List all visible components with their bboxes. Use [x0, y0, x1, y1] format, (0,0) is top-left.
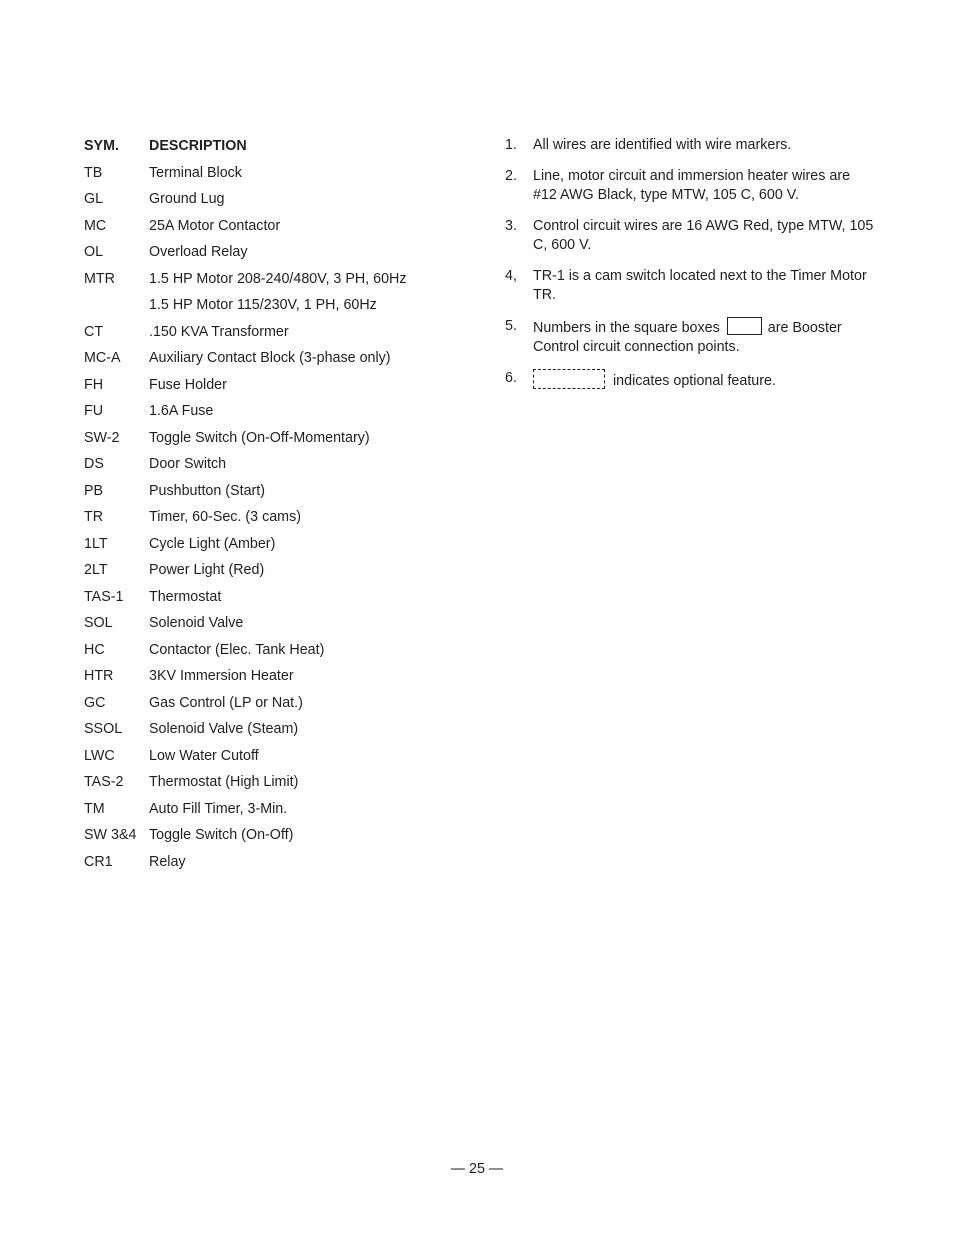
legend-sym: FU	[84, 403, 104, 419]
legend-sym: TM	[84, 800, 105, 817]
legend-row	[84, 772, 464, 799]
legend-row	[84, 481, 464, 508]
square-box-symbol	[727, 317, 762, 335]
note-number: 1.	[505, 137, 517, 153]
legend-desc: .150 KVA Transformer	[149, 323, 289, 340]
legend-row	[84, 560, 464, 587]
note-2	[505, 167, 875, 205]
legend-desc: 1.5 HP Motor 208-240/480V, 3 PH, 60Hz	[149, 270, 407, 287]
legend-sym: CR1	[84, 853, 113, 870]
legend-row	[84, 242, 464, 269]
page-number: — 25 —	[450, 1161, 504, 1177]
note-1	[505, 136, 875, 155]
legend-desc: Overload Relay	[149, 244, 248, 260]
legend-desc: Ground Lug	[149, 191, 225, 207]
legend-sym: TB	[84, 164, 103, 181]
legend-row	[84, 587, 464, 614]
legend-sym: LWC	[84, 747, 115, 764]
legend-row	[84, 348, 464, 375]
legend-sym: SSOL	[84, 721, 123, 737]
note-text: All wires are identified with wire markers.	[533, 137, 792, 153]
legend-desc: 3KV Immersion Heater	[149, 668, 294, 684]
legend-sym: OL	[84, 244, 104, 260]
notes-list	[505, 136, 875, 403]
legend-row	[84, 428, 464, 455]
legend-sym: GC	[84, 694, 106, 711]
legend-desc: Toggle Switch (On-Off)	[149, 827, 294, 843]
note-text	[533, 317, 875, 357]
legend-sym: SOL	[84, 615, 113, 631]
note-text: Line, motor circuit and immersion heater wires are #12 AWG Black, type MTW, 105 C, 600 V.	[533, 168, 851, 203]
legend-sym: MC	[84, 217, 107, 234]
legend-sym: GL	[84, 191, 104, 207]
legend-desc: Fuse Holder	[149, 376, 227, 393]
legend-desc: Terminal Block	[149, 164, 242, 181]
note-text-before: Numbers in the square boxes	[533, 320, 720, 336]
note-text: Control circuit wires are 16 AWG Red, type MTW, 105 C, 600 V.	[533, 218, 874, 253]
legend-desc: Contactor (Elec. Tank Heat)	[149, 641, 325, 658]
legend-sym: MC-A	[84, 350, 121, 366]
legend-desc: Pushbutton (Start)	[149, 482, 266, 499]
legend-desc: Door Switch	[149, 456, 227, 472]
legend-desc: Power Light (Red)	[149, 562, 265, 578]
dashed-box-symbol	[533, 369, 605, 389]
legend-header-desc: DESCRIPTION	[149, 138, 247, 154]
note-number: 6.	[505, 370, 517, 386]
note-5	[505, 317, 875, 357]
legend-desc: 1.6A Fuse	[149, 403, 214, 419]
legend-desc: Toggle Switch (On-Off-Momentary)	[149, 429, 370, 446]
legend-sym: PB	[84, 482, 104, 499]
legend-sym: SW 3&4	[84, 827, 137, 843]
legend-row	[84, 746, 464, 773]
note-number: 5.	[505, 318, 517, 334]
legend-sym: CT	[84, 323, 104, 340]
legend-row	[84, 269, 464, 296]
legend-sym: TAS-1	[84, 588, 124, 605]
note-number: 3.	[505, 218, 517, 234]
legend-desc: Thermostat (High Limit)	[149, 774, 299, 790]
legend-row	[84, 189, 464, 216]
legend-desc: Auxiliary Contact Block (3-phase only)	[149, 350, 391, 366]
note-number: 4,	[505, 268, 517, 284]
legend-sym: DS	[84, 456, 104, 472]
legend-sym: HTR	[84, 668, 114, 684]
legend-row	[84, 322, 464, 349]
legend-row	[84, 666, 464, 693]
legend-row	[84, 825, 464, 852]
note-6	[505, 369, 875, 391]
note-4	[505, 267, 875, 305]
legend-desc: Thermostat	[149, 588, 222, 605]
legend-desc: Solenoid Valve	[149, 615, 244, 631]
note-text	[533, 369, 875, 391]
legend-desc: Low Water Cutoff	[149, 747, 259, 764]
legend-desc: Gas Control (LP or Nat.)	[149, 694, 303, 711]
note-3	[505, 217, 875, 255]
legend-sym: 1LT	[84, 535, 108, 552]
legend-desc: Timer, 60-Sec. (3 cams)	[149, 509, 302, 525]
legend-header	[84, 136, 464, 163]
legend-row	[84, 799, 464, 826]
legend-desc: Auto Fill Timer, 3-Min.	[149, 800, 288, 817]
legend-row	[84, 507, 464, 534]
legend-desc: Relay	[149, 853, 186, 870]
symbol-legend	[84, 136, 464, 878]
legend-sym	[84, 295, 149, 322]
legend-row	[84, 852, 464, 879]
legend-sym: FH	[84, 376, 104, 393]
legend-row	[84, 163, 464, 190]
legend-desc: Solenoid Valve (Steam)	[149, 721, 299, 737]
legend-row	[84, 401, 464, 428]
legend-row	[84, 375, 464, 402]
legend-rows	[84, 163, 464, 879]
legend-header-sym: SYM.	[84, 138, 119, 154]
legend-desc: Cycle Light (Amber)	[149, 535, 276, 552]
legend-row	[84, 454, 464, 481]
legend-row	[84, 693, 464, 720]
legend-row	[84, 534, 464, 561]
legend-sym: TR	[84, 509, 104, 525]
legend-sym: SW-2	[84, 429, 120, 446]
note-text-after: are Booster Control circuit connection points.	[533, 320, 842, 355]
legend-sym: 2LT	[84, 562, 108, 578]
legend-desc: 1.5 HP Motor 115/230V, 1 PH, 60Hz	[149, 297, 377, 313]
legend-row	[84, 216, 464, 243]
note-text: TR-1 is a cam switch located next to the Timer Motor TR.	[533, 268, 867, 303]
legend-row	[84, 295, 464, 322]
legend-desc: 25A Motor Contactor	[149, 217, 281, 234]
note-number: 2.	[505, 168, 517, 184]
note-text-after: indicates optional feature.	[613, 373, 776, 389]
legend-row	[84, 719, 464, 746]
legend-sym: MTR	[84, 270, 115, 287]
legend-row	[84, 640, 464, 667]
legend-sym: HC	[84, 641, 105, 658]
legend-row	[84, 613, 464, 640]
legend-sym: TAS-2	[84, 774, 124, 790]
